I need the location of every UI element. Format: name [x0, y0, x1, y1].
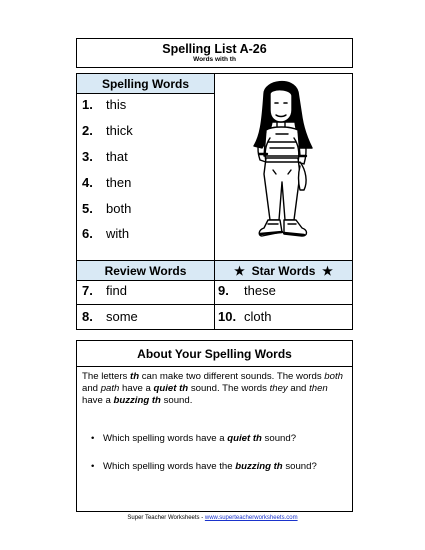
- item-number: 4.: [82, 175, 93, 190]
- text: and: [82, 383, 101, 394]
- footer-text: Super Teacher Worksheets -: [127, 515, 205, 521]
- footer: [0, 515, 425, 521]
- bullet-icon: •: [91, 433, 95, 444]
- divider: [214, 261, 215, 329]
- text: The letters: [82, 371, 130, 382]
- item-word: this: [106, 97, 127, 112]
- divider: [77, 366, 352, 367]
- footer-link[interactable]: www.superteacherworksheets.com: [204, 515, 298, 521]
- spelling-words-heading: Spelling Words: [77, 74, 214, 94]
- list-item: [82, 309, 138, 324]
- list-item: [82, 97, 126, 112]
- question-item: [91, 461, 346, 473]
- item-number: 10.: [218, 309, 237, 324]
- divider: [214, 74, 215, 260]
- item-number: 6.: [82, 226, 93, 241]
- page-subtitle: Words with th: [193, 56, 236, 63]
- emphasis: buzzing th: [235, 461, 283, 472]
- emphasis: both: [324, 371, 343, 382]
- list-item: [82, 149, 128, 164]
- emphasis: buzzing th: [113, 395, 161, 406]
- emphasis: th: [130, 371, 140, 382]
- item-word: some: [106, 309, 138, 324]
- item-number: 5.: [82, 201, 93, 216]
- item-number: 3.: [82, 149, 93, 164]
- text: sound?: [261, 433, 297, 444]
- list-item: [82, 226, 129, 241]
- text: can make two different sounds. The words: [139, 371, 325, 382]
- divider: [77, 304, 352, 305]
- review-words-heading: [77, 261, 214, 281]
- about-section: [76, 340, 353, 512]
- bullet-icon: •: [91, 461, 95, 472]
- item-number: 7.: [82, 283, 93, 298]
- girl-illustration: [242, 78, 332, 258]
- star-words-heading: [215, 261, 352, 281]
- text: have a: [82, 395, 114, 406]
- text: sound?: [282, 461, 317, 472]
- item-word: these: [244, 283, 276, 298]
- emphasis: they: [269, 383, 288, 394]
- item-word: find: [106, 283, 127, 298]
- question-item: [91, 433, 346, 445]
- item-number: 1.: [82, 97, 93, 112]
- list-item: [82, 201, 131, 216]
- item-number: 2.: [82, 123, 93, 138]
- page-title: Spelling List A-26: [162, 42, 267, 56]
- item-number: 9.: [218, 283, 229, 298]
- list-item: [82, 283, 127, 298]
- about-title: About Your Spelling Words: [137, 347, 292, 361]
- words-table: [76, 73, 353, 330]
- emphasis: quiet th: [227, 433, 262, 444]
- about-paragraph: [82, 371, 350, 407]
- text: Which spelling words have a: [103, 433, 228, 444]
- item-word: then: [106, 175, 132, 190]
- text: Which spelling words have the: [103, 461, 236, 472]
- title-box: [76, 38, 353, 68]
- list-item: [82, 123, 133, 138]
- text: sound. The words: [188, 383, 270, 394]
- text: and: [287, 383, 310, 394]
- item-word: thick: [106, 123, 133, 138]
- item-word: cloth: [244, 309, 272, 324]
- text: sound.: [160, 395, 193, 406]
- item-number: 8.: [82, 309, 93, 324]
- emphasis: path: [100, 383, 120, 394]
- item-word: both: [106, 201, 132, 216]
- emphasis: quiet th: [153, 383, 189, 394]
- star-icon: ★: [234, 264, 245, 278]
- list-item: [82, 175, 131, 190]
- star-words-heading-label: Star Words: [251, 264, 316, 278]
- text: have a: [119, 383, 154, 394]
- list-item: [218, 283, 276, 298]
- emphasis: then: [309, 383, 328, 394]
- item-word: that: [106, 149, 128, 164]
- review-words-heading-label: Review Words: [104, 264, 187, 278]
- item-word: with: [106, 226, 130, 241]
- list-item: [218, 309, 271, 324]
- star-icon: ★: [322, 264, 333, 278]
